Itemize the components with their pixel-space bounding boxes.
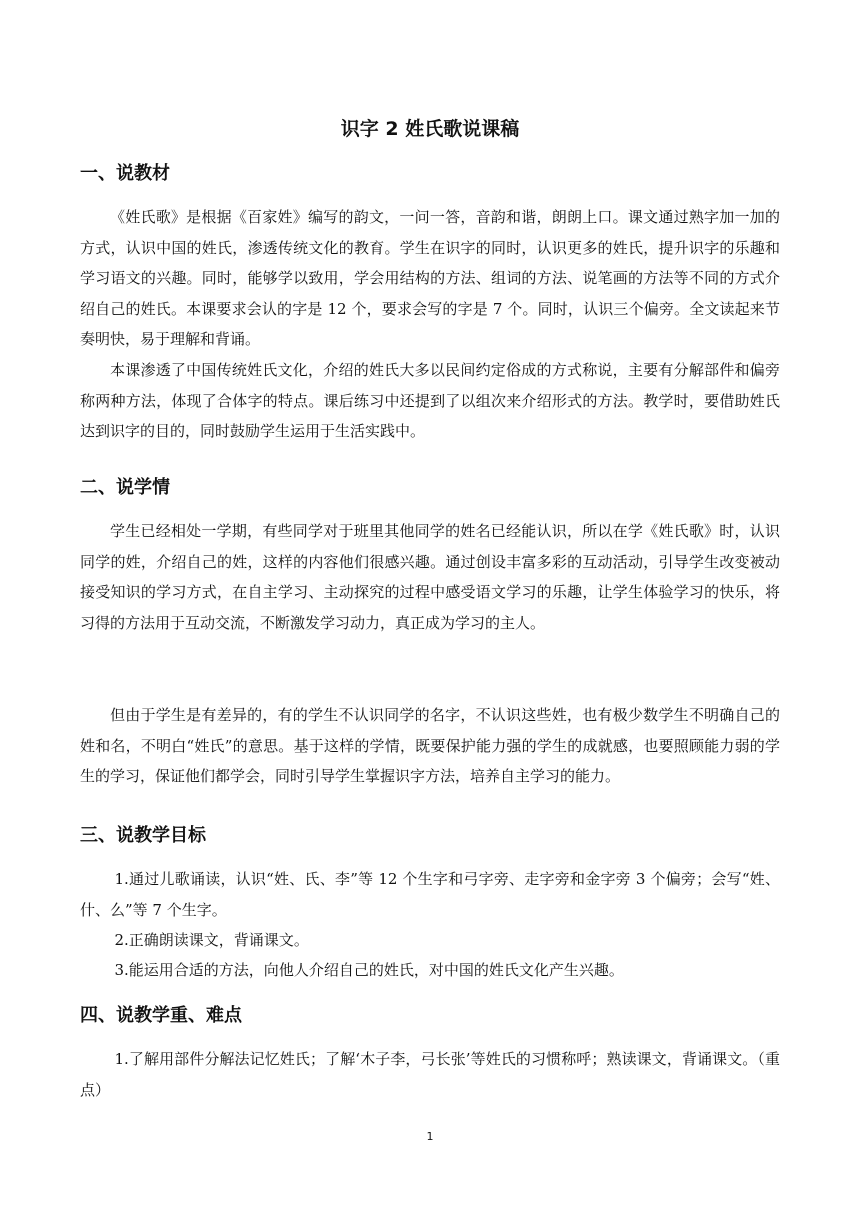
objective-item-2: 2.正确朗读课文，背诵课文。 <box>114 931 309 949</box>
paragraph-learners-2: 但由于学生是有差异的，有的学生不认识同学的名字，不认识这些姓，也有极少数学生不明确自己的姓和名，不明白“姓氏”的意思。基于这样的学情，既要保护能力强的学生的成就感，也要照顾能力弱的学生的学习，保证他们都学会，同时引导学生掌握识字方法，培养自主学习的能力。 <box>80 706 780 785</box>
section-heading-key-points: 四、说教学重、难点 <box>80 1005 242 1026</box>
paragraph-learners-1: 学生已经相处一学期，有些同学对于班里其他同学的姓名已经能认识，所以在学《姓氏歌》时，认识同学的姓，介绍自己的姓，这样的内容他们很感兴趣。通过创设丰富多彩的互动活动，引导学生改变被动接受知识的学习方式，在自主学习、主动探究的过程中感受语文学习的乐趣，让学生体验学习的快乐，将习得的方法用于互动交流，不断激发学习动力，真正成为学习的主人。 <box>80 522 780 632</box>
key-point-item-1: 1.了解用部件分解法记忆姓氏；了解‘木子李，弓长张’等姓氏的习惯称呼；熟读课文，背诵课文。（重点） <box>80 1050 780 1099</box>
objective-item-1: 1.通过儿歌诵读，认识“姓、氏、李”等 12 个生字和弓字旁、走字旁和金字旁 3 个偏旁；会写“姓、什、么”等 7 个生字。 <box>80 870 780 919</box>
section-heading-objectives: 三、说教学目标 <box>80 825 206 846</box>
page-number: 1 <box>426 1130 434 1143</box>
document-title: 识字 2 姓氏歌说课稿 <box>340 118 520 140</box>
section-heading-textbook: 一、说教材 <box>80 163 170 184</box>
paragraph-textbook-2: 本课渗透了中国传统姓氏文化，介绍的姓氏大多以民间约定俗成的方式称说，主要有分解部件和偏旁称两种方法，体现了合体字的特点。课后练习中还提到了以组次来介绍形式的方法。教学时，要借助姓氏达到识字的目的，同时鼓励学生运用于生活实践中。 <box>80 361 780 440</box>
section-heading-learners: 二、说学情 <box>80 477 170 498</box>
paragraph-textbook-1: 《姓氏歌》是根据《百家姓》编写的韵文，一问一答，音韵和谐，朗朗上口。课文通过熟字加一加的方式，认识中国的姓氏，渗透传统文化的教育。学生在识字的同时，认识更多的姓氏，提升识字的乐趣和学习语文的兴趣。同时，能够学以致用，学会用结构的方法、组词的方法、说笔画的方法等不同的方式介绍自己的姓氏。本课要求会认的字是 12 个，要求会写的字是 7 个。同时，认识三个偏旁。全文读起来节奏明快，易于理解和背诵。 <box>80 208 780 348</box>
objective-item-3: 3.能运用合适的方法，向他人介绍自己的姓氏，对中国的姓氏文化产生兴趣。 <box>114 961 624 979</box>
